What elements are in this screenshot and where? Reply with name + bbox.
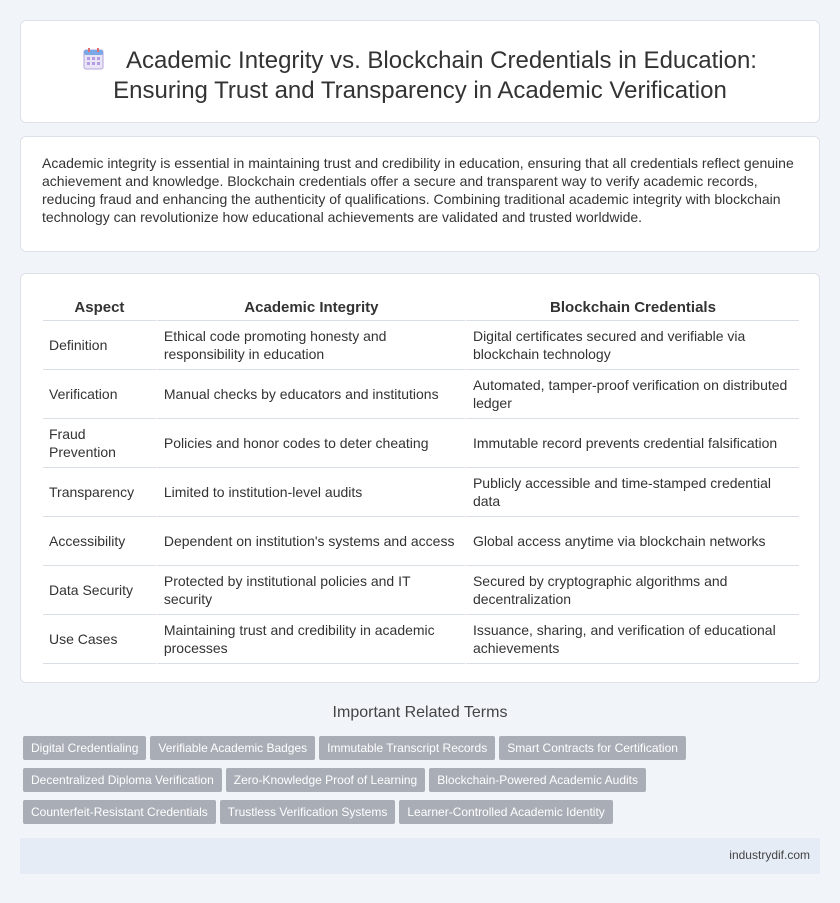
title-line-2: Ensuring Trust and Transparency in Academic Verification [113, 77, 727, 104]
related-term-tag[interactable]: Immutable Transcript Records [319, 736, 495, 760]
row-integrity: Maintaining trust and credibility in academic processes [156, 615, 465, 664]
row-aspect: Verification [43, 370, 156, 419]
row-blockchain: Issuance, sharing, and verification of educational achievements [465, 615, 799, 664]
table-row [43, 321, 799, 370]
table-row [43, 615, 799, 664]
related-term-tag[interactable]: Smart Contracts for Certification [499, 736, 686, 760]
row-integrity: Dependent on institution's systems and access [156, 517, 465, 566]
footer [20, 838, 820, 874]
footer-site-link[interactable]: industrydif.com [729, 848, 810, 862]
row-aspect: Transparency [43, 468, 156, 517]
table-row [43, 419, 799, 468]
title-card [20, 20, 820, 123]
row-aspect: Accessibility [43, 517, 156, 566]
row-blockchain: Global access anytime via blockchain networks [465, 517, 799, 566]
page-title [21, 46, 819, 106]
table-header-row [43, 295, 799, 321]
row-integrity: Policies and honor codes to deter cheating [156, 419, 465, 468]
row-integrity: Manual checks by educators and institutions [156, 370, 465, 419]
comparison-table [43, 295, 799, 664]
header-blockchain-credentials: Blockchain Credentials [465, 295, 799, 321]
intro-text: Academic integrity is essential in maintaining trust and credibility in education, ensuring that all credentials reflect genuine achievement and knowledge. Blockchain credentials offer a secure and transparent way to verify academic records, reducing fraud and enhancing the authenticity of qualifications. Combining traditional academic integrity with blockchain technology can revolutionize how educational achievements are validated and trusted worldwide. [42, 155, 794, 225]
row-blockchain: Automated, tamper-proof verification on distributed ledger [465, 370, 799, 419]
row-aspect: Use Cases [43, 615, 156, 664]
table-row [43, 370, 799, 419]
related-term-tag[interactable]: Verifiable Academic Badges [150, 736, 315, 760]
table-row [43, 468, 799, 517]
row-aspect: Data Security [43, 566, 156, 615]
row-blockchain: Secured by cryptographic algorithms and decentralization [465, 566, 799, 615]
header-academic-integrity: Academic Integrity [156, 295, 465, 321]
related-term-tag[interactable]: Blockchain-Powered Academic Audits [429, 768, 646, 792]
row-blockchain: Publicly accessible and time-stamped credential data [465, 468, 799, 517]
header-aspect: Aspect [43, 295, 156, 321]
row-blockchain: Digital certificates secured and verifiable via blockchain technology [465, 321, 799, 370]
table-row [43, 517, 799, 566]
intro-card [20, 136, 820, 252]
row-integrity: Ethical code promoting honesty and responsibility in education [156, 321, 465, 370]
comparison-card [20, 273, 820, 683]
related-terms-list [23, 736, 823, 832]
related-term-tag[interactable]: Decentralized Diploma Verification [23, 768, 222, 792]
row-integrity: Protected by institutional policies and IT security [156, 566, 465, 615]
calendar-icon [83, 48, 104, 70]
related-term-tag[interactable]: Zero-Knowledge Proof of Learning [226, 768, 425, 792]
row-aspect: Fraud Prevention [43, 419, 156, 468]
related-term-tag[interactable]: Learner-Controlled Academic Identity [399, 800, 612, 824]
row-integrity: Limited to institution-level audits [156, 468, 465, 517]
related-terms-heading: Important Related Terms [332, 704, 508, 721]
related-term-tag[interactable]: Counterfeit-Resistant Credentials [23, 800, 216, 824]
related-term-tag[interactable]: Digital Credentialing [23, 736, 146, 760]
title-line-1: Academic Integrity vs. Blockchain Credentials in Education: [126, 47, 757, 74]
row-blockchain: Immutable record prevents credential falsification [465, 419, 799, 468]
table-row [43, 566, 799, 615]
related-term-tag[interactable]: Trustless Verification Systems [220, 800, 396, 824]
row-aspect: Definition [43, 321, 156, 370]
